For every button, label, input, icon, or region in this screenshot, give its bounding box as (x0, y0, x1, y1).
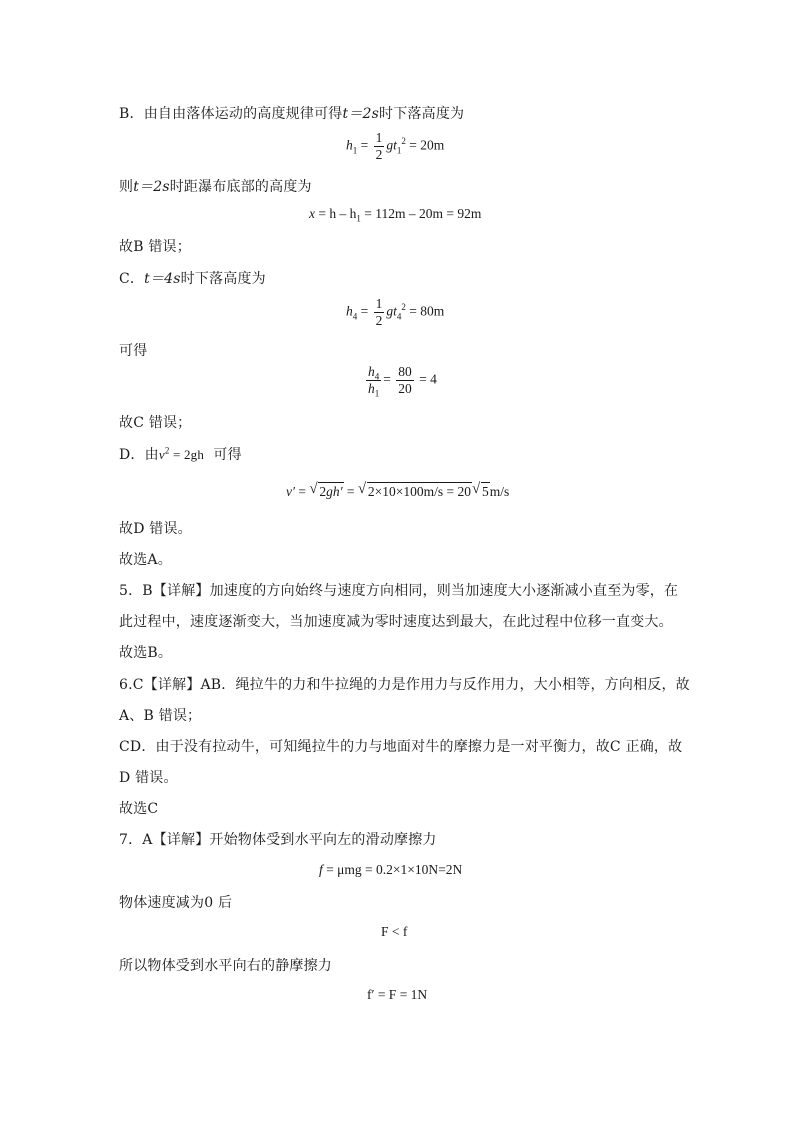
b-intro-tail: 时下落高度为 (379, 106, 465, 122)
q6-line-3: CD．由于没有拉动牛，可知绳拉牛的力与地面对牛的摩擦力是一对平衡力，故C 正确，故 (119, 739, 683, 755)
c-intro-line: C．t＝4s时下落高度为 (119, 271, 266, 287)
q6-line-1: 6.C【详解】AB．绳拉牛的力和牛拉绳的力是作用力与反作用力，大小相等，方向相反，故 (119, 677, 690, 693)
c-get: 可得 (119, 343, 148, 359)
q6-line-2: A、B 错误； (119, 708, 202, 724)
q5-line-1: 5．B【详解】加速度的方向始终与速度方向相同，则当加速度大小逐渐减小直至为零，在 (119, 583, 679, 599)
c-wrong: 故C 错误； (119, 415, 192, 431)
choose-a: 故选A。 (119, 552, 172, 568)
equation-inequality: F < f (381, 924, 408, 939)
q7-line-2: 物体速度减为0 后 (119, 895, 233, 911)
equation-h4: $h_4$ = $\frac{1}{2}$ $gt_4^2 = 80m$ (346, 296, 445, 328)
q5-line-2: 此过程中，速度逐渐变大，当加速度减为零时速度达到最大，在此过程中位移一直变大。 (119, 614, 673, 630)
q6-choose: 故选C (119, 801, 159, 817)
b-time-value: t＝2s (342, 106, 380, 122)
b-height-line: 则t＝2s时距瀑布底部的高度为 (119, 179, 312, 195)
d-wrong: 故D 错误。 (119, 521, 192, 537)
d-intro-line: D．由$v^2 = 2gh$ 可得 (119, 445, 242, 463)
q7-line-3: 所以物体受到水平向右的静摩擦力 (119, 958, 332, 974)
b-wrong: 故B 错误； (119, 239, 191, 255)
equation-static-friction: f′ = F = 1N (367, 987, 428, 1002)
q7-line-1: 7．A【详解】开始物体受到水平向左的滑动摩擦力 (119, 832, 437, 848)
equation-x: $x = h - h_1 = 112m - 20m = 92m$ (309, 206, 482, 224)
b-intro-line (119, 103, 464, 125)
q5-choose: 故选B。 (119, 645, 173, 661)
equation-friction: f = μmg = 0.2×1×10N=2N (319, 862, 463, 877)
equation-ratio: $\frac{h_4}{h_1}$ = $\frac{80}{20}$ = 4 (368, 364, 437, 399)
b-intro-text: B．由自由落体运动的高度规律可得 (119, 106, 343, 122)
equation-h1: $h_1$ = $\frac{1}{2}$ $gt_1^2 = 20m$ (346, 130, 445, 162)
equation-v: v′ = √ 2gh′ = √ 2×10×100m/s = 20 √ 5m/s (286, 481, 510, 499)
q6-line-4: D 错误。 (119, 770, 178, 786)
